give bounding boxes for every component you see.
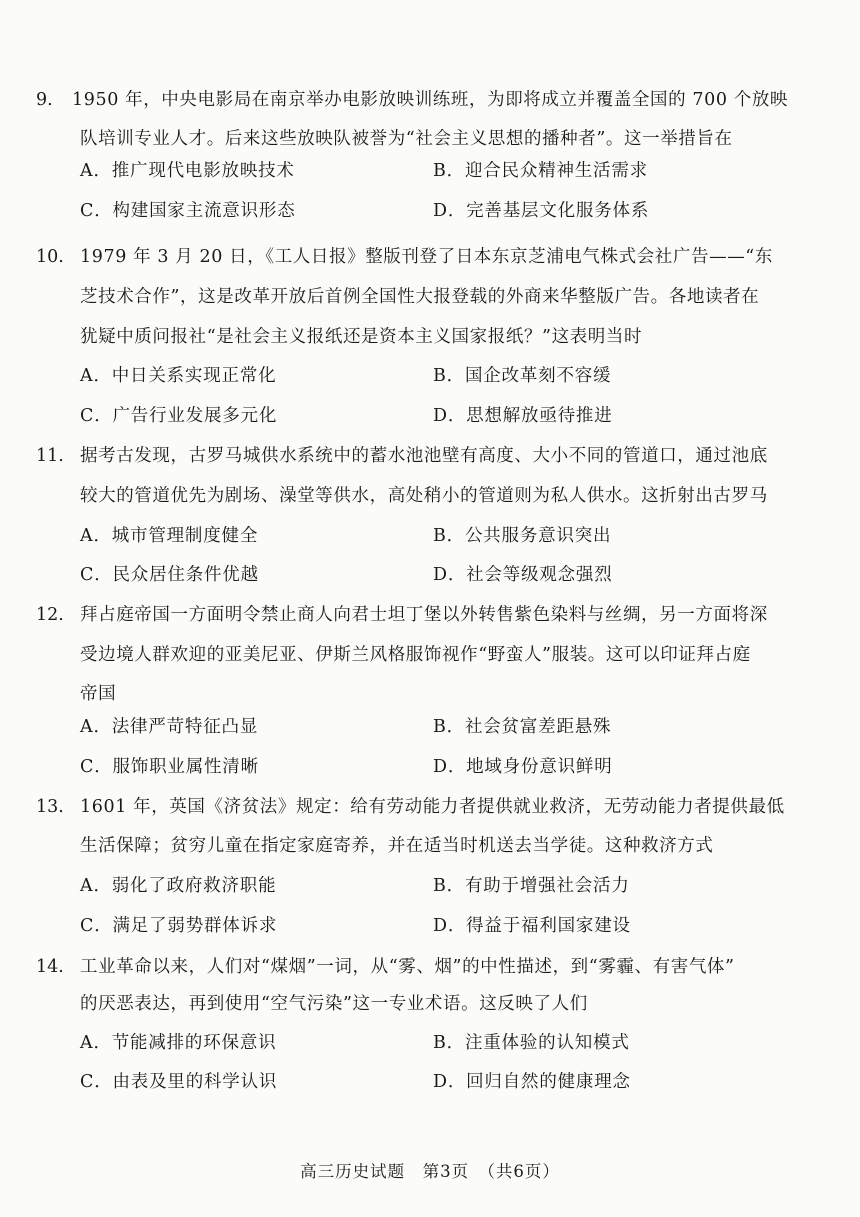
option-b: B．迎合民众精神生活需求 bbox=[433, 161, 648, 181]
option-c: C．服饰职业属性清晰 bbox=[80, 757, 259, 777]
question-stem-line: 1950 年，中央电影局在南京举办电影放映训练班，为即将成立并覆盖全国的 700 个放映 bbox=[72, 90, 789, 110]
question-number: 10. bbox=[36, 247, 64, 267]
option-a: A．城市管理制度健全 bbox=[80, 526, 259, 546]
option-b: B．国企改革刻不容缓 bbox=[433, 366, 612, 386]
option-c: C．满足了弱势群体诉求 bbox=[80, 916, 278, 936]
question-stem-line: 据考古发现，古罗马城供水系统中的蓄水池池壁有高度、大小不同的管道口，通过池底 bbox=[80, 446, 768, 466]
option-a: A．法律严苛特征凸显 bbox=[80, 717, 259, 737]
question-stem-line: 拜占庭帝国一方面明令禁止商人向君士坦丁堡以外转售紫色染料与丝绸，另一方面将深 bbox=[80, 605, 768, 625]
option-d: D．地域身份意识鲜明 bbox=[433, 757, 613, 777]
question-stem-line: 的厌恶表达，再到使用“空气污染”这一专业术语。这反映了人们 bbox=[80, 994, 588, 1014]
question-number: 14. bbox=[36, 957, 64, 977]
question-stem-line: 队培训专业人才。后来这些放映队被誉为“社会主义思想的播种者”。这一举措旨在 bbox=[80, 129, 733, 149]
option-d: D．回归自然的健康理念 bbox=[433, 1072, 631, 1092]
option-c: C．构建国家主流意识形态 bbox=[80, 201, 296, 221]
question-stem-line: 1979 年 3 月 20 日，《工人日报》整版刊登了日本东京芝浦电气株式会社广告——“东 bbox=[80, 247, 773, 267]
option-a: A．节能减排的环保意识 bbox=[80, 1033, 277, 1053]
option-a: A．中日关系实现正常化 bbox=[80, 366, 277, 386]
option-c: C．由表及里的科学认识 bbox=[80, 1072, 278, 1092]
question-number: 13. bbox=[36, 797, 64, 817]
option-d: D．社会等级观念强烈 bbox=[433, 565, 613, 585]
question-number: 12. bbox=[36, 605, 64, 625]
option-d: D．思想解放亟待推进 bbox=[433, 406, 613, 426]
question-stem-line: 犹疑中质问报社“是社会主义报纸还是资本主义国家报纸？”这表明当时 bbox=[80, 327, 643, 347]
option-c: C．广告行业发展多元化 bbox=[80, 406, 278, 426]
question-stem-line: 帝国 bbox=[80, 684, 117, 704]
option-d: D．得益于福利国家建设 bbox=[433, 916, 631, 936]
question-stem-line: 芝技术合作”，这是改革开放后首例全国性大报登载的外商来华整版广告。各地读者在 bbox=[80, 287, 760, 307]
question-stem-line: 受边境人群欢迎的亚美尼亚、伊斯兰风格服饰视作“野蛮人”服装。这可以印证拜占庭 bbox=[80, 645, 751, 665]
question-number: 9. bbox=[36, 90, 53, 110]
option-b: B．注重体验的认知模式 bbox=[433, 1033, 630, 1053]
option-a: A．推广现代电影放映技术 bbox=[80, 161, 295, 181]
page-footer: 高三历史试题 第3页 （共6页） bbox=[300, 1162, 560, 1181]
option-a: A．弱化了政府救济职能 bbox=[80, 876, 277, 896]
question-stem-line: 生活保障；贫穷儿童在指定家庭寄养，并在适当时机送去当学徒。这种救济方式 bbox=[80, 836, 714, 856]
question-number: 11. bbox=[36, 446, 64, 466]
question-stem-line: 工业革命以来，人们对“煤烟”一词，从“雾、烟”的中性描述，到“雾霾、有害气体” bbox=[80, 957, 735, 977]
option-b: B．社会贫富差距悬殊 bbox=[433, 717, 612, 737]
question-stem-line: 较大的管道优先为剧场、澡堂等供水，高处稍小的管道则为私人供水。这折射出古罗马 bbox=[80, 486, 768, 506]
option-b: B．有助于增强社会活力 bbox=[433, 876, 630, 896]
option-d: D．完善基层文化服务体系 bbox=[433, 201, 650, 221]
option-c: C．民众居住条件优越 bbox=[80, 565, 259, 585]
question-stem-line: 1601 年，英国《济贫法》规定：给有劳动能力者提供就业救济，无劳动能力者提供最低 bbox=[80, 797, 785, 817]
option-b: B．公共服务意识突出 bbox=[433, 526, 612, 546]
